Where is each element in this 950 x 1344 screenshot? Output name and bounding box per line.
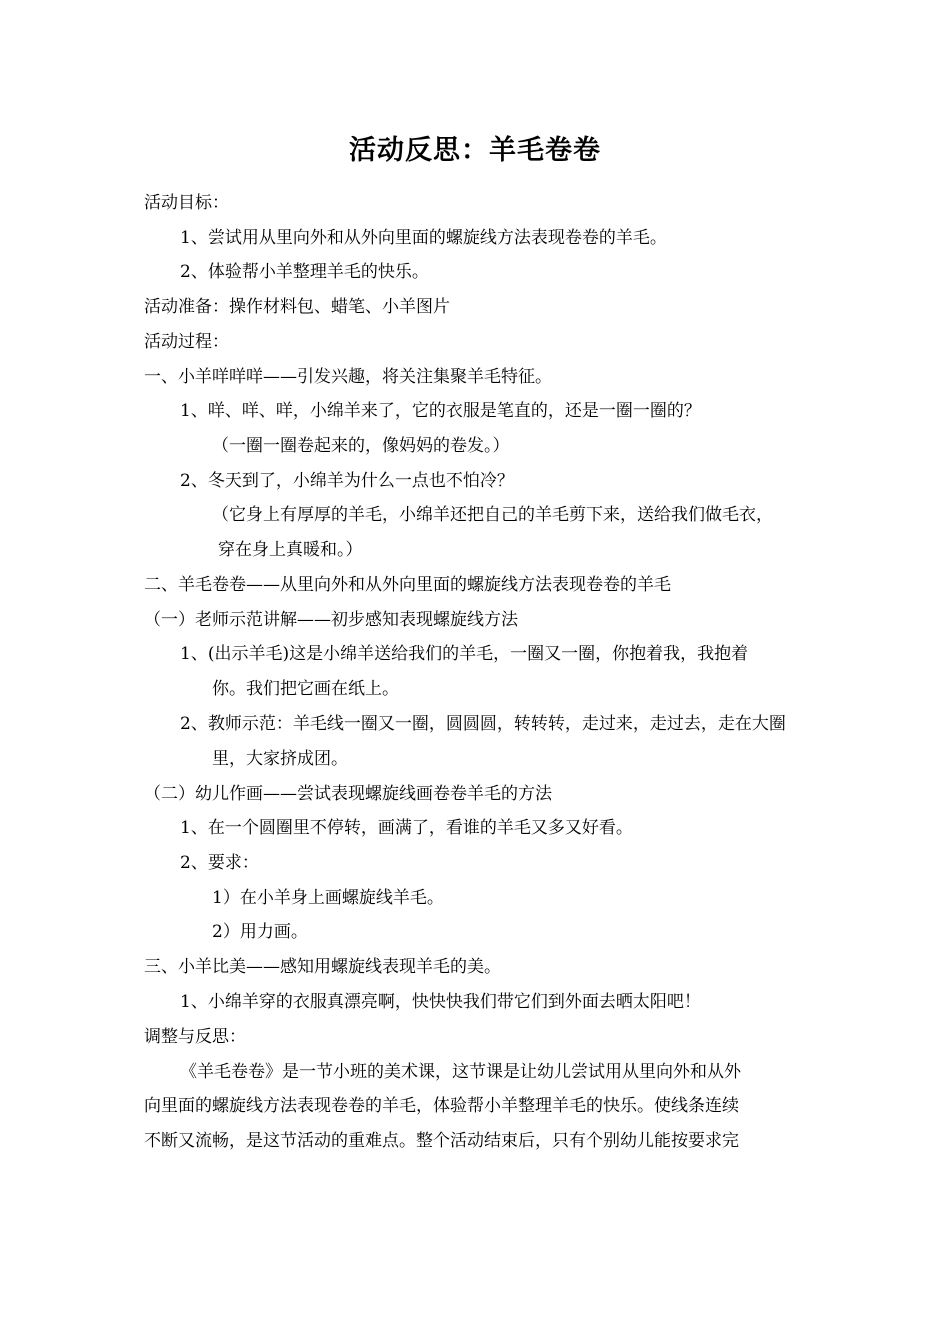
step-one-answer-2: （它身上有厚厚的羊毛，小绵羊还把自己的羊毛剪下来，送给我们做毛衣，	[212, 505, 773, 525]
section-preparation: 活动准备：操作材料包、蜡笔、小羊图片	[144, 297, 450, 317]
reflection-heading: 调整与反思：	[144, 1027, 246, 1047]
step-one-answer-1: （一圈一圈卷起来的，像妈妈的卷发。）	[212, 436, 510, 456]
step-one-item-2: 2、冬天到了，小绵羊为什么一点也不怕冷？	[180, 471, 514, 491]
step-three-item-1: 1、小绵羊穿的衣服真漂亮啊，快快快我们带它们到外面去晒太阳吧！	[180, 992, 701, 1012]
requirement-2: 2）用力画。	[212, 922, 308, 942]
goal-item-1: 1、尝试用从里向外和从外向里面的螺旋线方法表现卷卷的羊毛。	[180, 228, 667, 248]
section-goals-heading: 活动目标：	[144, 193, 229, 213]
step-two-sub-two-item-2: 2、要求：	[180, 853, 259, 873]
step-two-sub-two-item-1: 1、在一个圆圈里不停转，画满了，看谁的羊毛又多又好看。	[180, 818, 633, 838]
step-one-heading: 一、小羊咩咩咩——引发兴趣，将关注集聚羊毛特征。	[144, 367, 552, 387]
reflection-paragraph-line-3: 不断又流畅，是这节活动的重难点。整个活动结束后，只有个别幼儿能按要求完	[144, 1131, 739, 1151]
step-three-heading: 三、小羊比美——感知用螺旋线表现羊毛的美。	[144, 957, 501, 977]
step-two-sub-one-item-2: 2、教师示范：羊毛线一圈又一圈，圆圆圆，转转转，走过来，走过去，走在大圈	[180, 714, 786, 734]
step-one-item-1: 1、咩、咩、咩，小绵羊来了，它的衣服是笔直的，还是一圈一圈的？	[180, 401, 701, 421]
step-one-answer-2-cont: 穿在身上真暖和。）	[218, 540, 363, 560]
section-process-heading: 活动过程：	[144, 332, 229, 352]
step-two-sub-one-item-2-cont: 里，大家挤成团。	[212, 749, 348, 769]
step-two-sub-one: （一）老师示范讲解——初步感知表现螺旋线方法	[144, 610, 518, 630]
reflection-paragraph-line-1: 《羊毛卷卷》是一节小班的美术课，这节课是让幼儿尝试用从里向外和从外	[180, 1062, 741, 1082]
step-two-sub-one-item-1: 1、(出示羊毛)这是小绵羊送给我们的羊毛，一圈又一圈，你抱着我，我抱着	[180, 644, 749, 664]
step-two-sub-one-item-1-cont: 你。我们把它画在纸上。	[212, 679, 399, 699]
reflection-paragraph-line-2: 向里面的螺旋线方法表现卷卷的羊毛，体验帮小羊整理羊毛的快乐。使线条连续	[144, 1096, 739, 1116]
page-title: 活动反思：羊毛卷卷	[349, 135, 601, 166]
goal-item-2: 2、体验帮小羊整理羊毛的快乐。	[180, 262, 429, 282]
step-two-sub-two: （二）幼儿作画——尝试表现螺旋线画卷卷羊毛的方法	[144, 784, 552, 804]
step-two-heading: 二、羊毛卷卷——从里向外和从外向里面的螺旋线方法表现卷卷的羊毛	[144, 575, 671, 595]
requirement-1: 1）在小羊身上画螺旋线羊毛。	[212, 888, 444, 908]
